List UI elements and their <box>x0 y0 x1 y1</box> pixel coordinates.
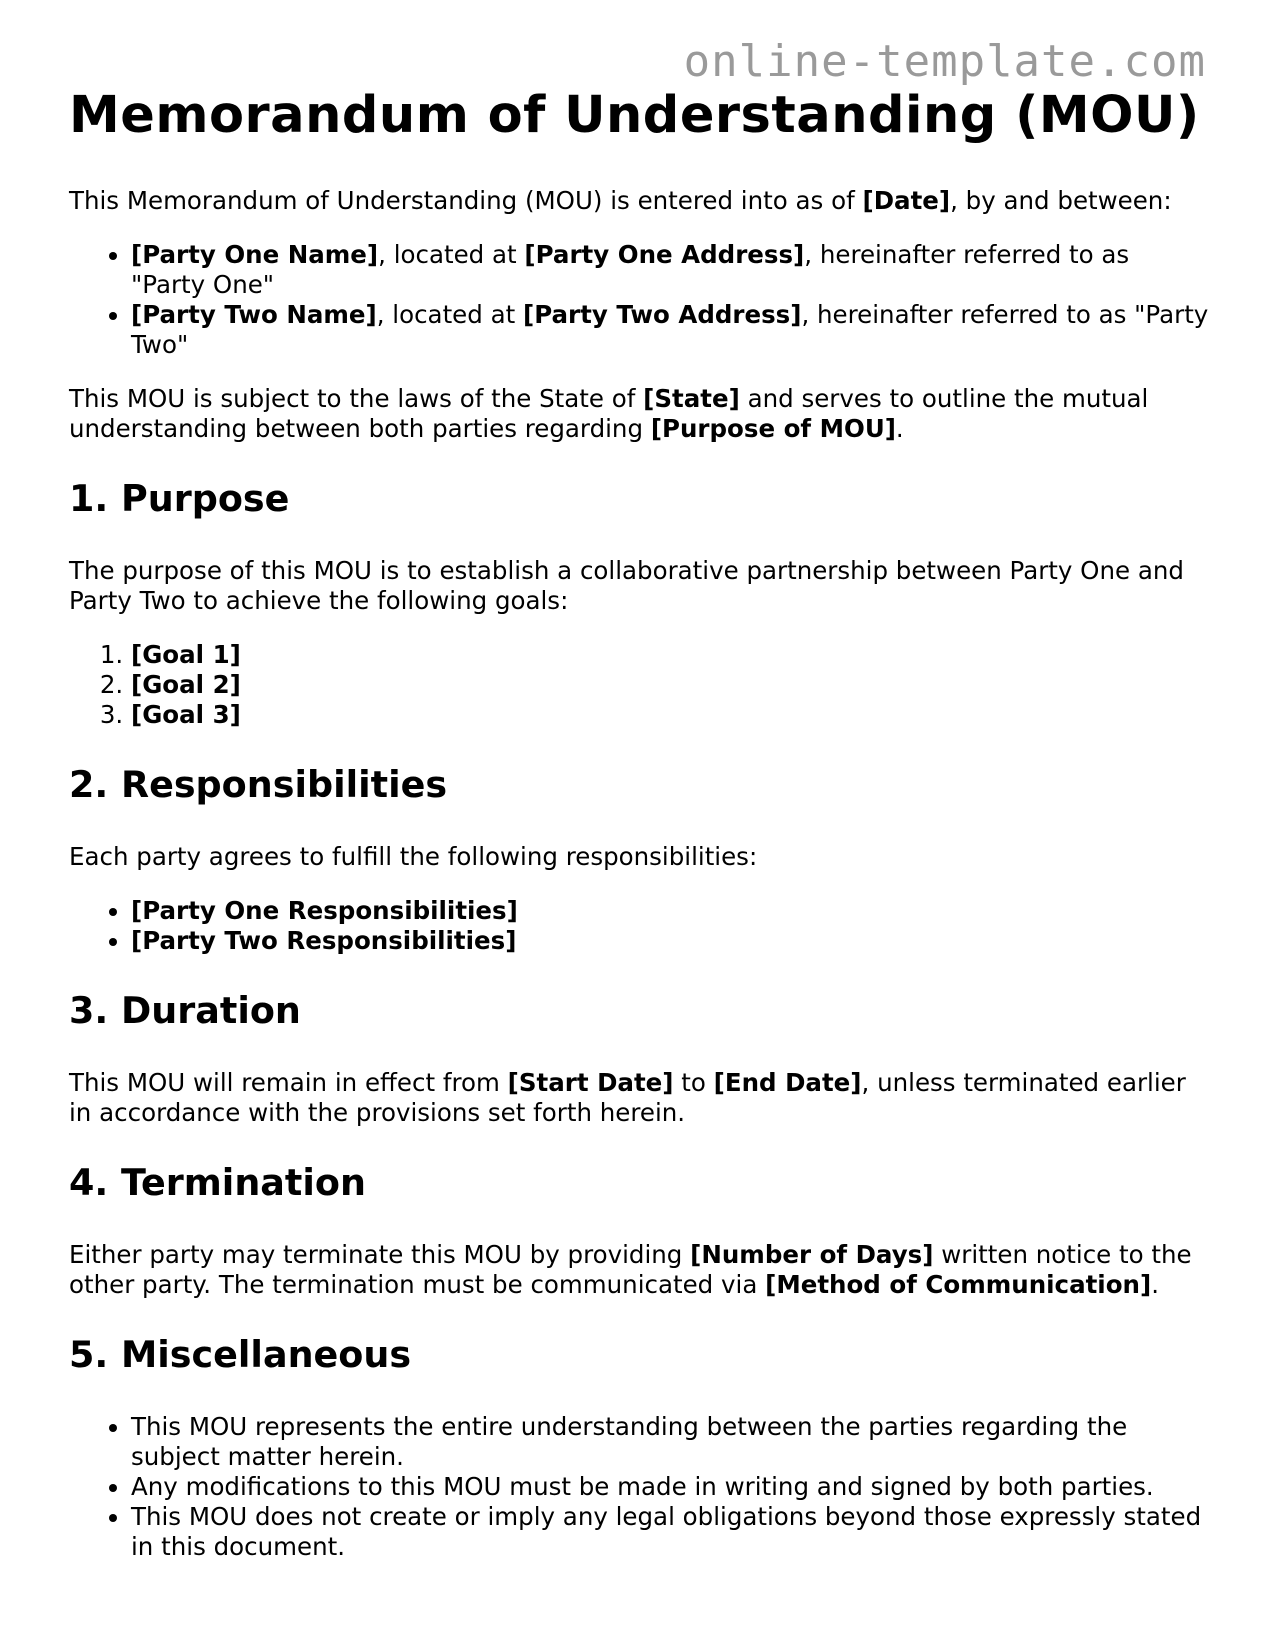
list-item: • [Party One Responsibilities] <box>131 896 1209 926</box>
section-heading-purpose: 1. Purpose <box>69 477 290 520</box>
duration-paragraph: This MOU will remain in effect from [Start Date] to [End Date], unless terminated earlier in accordance with the provisions set forth herein. <box>69 1068 1186 1127</box>
document-page <box>69 86 1209 1586</box>
state-placeholder: [State] <box>643 384 740 413</box>
list-item: • [Party Two Name], located at [Party Two Address], hereinafter referred to as "Party Two" <box>131 300 1209 360</box>
section-heading-responsibilities: 2. Responsibilities <box>69 763 448 806</box>
list-item: 3. [Goal 3] <box>131 700 1209 730</box>
list-item: • Any modifications to this MOU must be made in writing and signed by both parties. <box>131 1472 1209 1502</box>
parties-list <box>69 240 1209 360</box>
law-paragraph: This MOU is subject to the laws of the State of [State] and serves to outline the mutual understanding between both parties regarding [Purpose of MOU]. <box>69 384 1149 443</box>
party-one-address: [Party One Address] <box>524 240 805 269</box>
list-item: • This MOU represents the entire understanding between the parties regarding the subject matter herein. <box>131 1412 1209 1472</box>
miscellaneous-list <box>69 1412 1209 1562</box>
responsibilities-list <box>69 896 1209 956</box>
days-placeholder: [Number of Days] <box>690 1240 934 1269</box>
section-heading-miscellaneous: 5. Miscellaneous <box>69 1333 412 1376</box>
section-heading-duration: 3. Duration <box>69 989 301 1032</box>
list-item: • [Party Two Responsibilities] <box>131 926 1209 956</box>
section-heading-termination: 4. Termination <box>69 1161 366 1204</box>
list-item: • This MOU does not create or imply any legal obligations beyond those expressly stated in this document. <box>131 1502 1209 1562</box>
purpose-paragraph: The purpose of this MOU is to establish a collaborative partnership between Party One and Party Two to achieve the following goals: <box>69 556 1184 615</box>
end-date-placeholder: [End Date] <box>713 1068 862 1097</box>
start-date-placeholder: [Start Date] <box>507 1068 674 1097</box>
watermark: online-template.com <box>683 36 1206 87</box>
list-item: • [Party One Name], located at [Party One Address], hereinafter referred to as "Party One" <box>131 240 1209 300</box>
party-two-name: [Party Two Name] <box>131 300 377 329</box>
date-placeholder: [Date] <box>862 186 951 215</box>
party-two-address: [Party Two Address] <box>523 300 802 329</box>
responsibilities-paragraph: Each party agrees to fulfill the following responsibilities: <box>69 842 758 871</box>
termination-paragraph: Either party may terminate this MOU by providing [Number of Days] written notice to the other party. The termination must be communicated via [Method of Communication]. <box>69 1240 1192 1299</box>
list-item: 2. [Goal 2] <box>131 670 1209 700</box>
method-placeholder: [Method of Communication] <box>765 1270 1152 1299</box>
party-one-name: [Party One Name] <box>131 240 379 269</box>
intro-paragraph: This Memorandum of Understanding (MOU) is entered into as of [Date], by and between: <box>69 186 1172 215</box>
purpose-placeholder: [Purpose of MOU] <box>650 414 896 443</box>
document-title: Memorandum of Understanding (MOU) <box>69 86 1200 145</box>
list-item: 1. [Goal 1] <box>131 640 1209 670</box>
goals-list <box>69 640 1209 730</box>
